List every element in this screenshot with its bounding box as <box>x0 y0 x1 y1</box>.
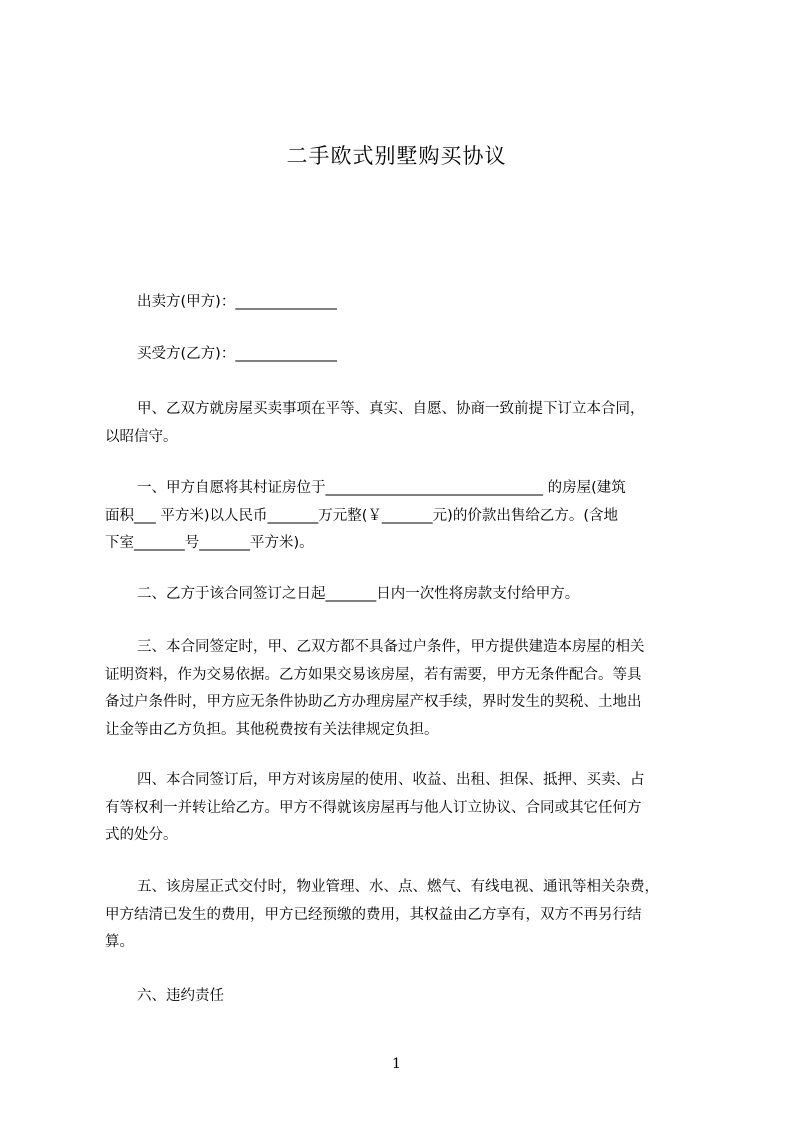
paragraph-line: 有等权利一并转让给乙方。甲方不得就该房屋再与他人订立协议、合同或其它任何方 <box>105 799 642 816</box>
clause-3 <box>105 634 705 744</box>
paragraph-line: 下室_______号_______平方米)。 <box>105 535 314 551</box>
paragraph-line: 算。 <box>105 934 134 950</box>
paragraph-line: 二、乙方于该合同签订之日起_______日内一次性将房款支付给甲方。 <box>137 586 580 602</box>
paragraph-line: 面积___ 平方米)以人民币_______万元整(￥_______元)的价款出售给乙方。(含地 <box>105 507 618 524</box>
paragraph-line: 三、本合同签定时，甲、乙双方都不具备过户条件，甲方提供建造本房屋的相关 <box>137 639 645 655</box>
paragraph-line: 式的处分。 <box>105 827 178 843</box>
paragraph-line: 备过户条件时，甲方应无条件协助乙方办理房屋产权手续，界时发生的契税、土地出 <box>105 694 642 710</box>
seller-line: 出卖方(甲方)：______________ <box>137 294 337 310</box>
paragraph-line: 五、该房屋正式交付时，物业管理、水、点、燃气、有线电视、通讯等相关杂费， <box>137 879 659 895</box>
paragraph-line: 四、本合同签订后，甲方对该房屋的使用、收益、出租、担保、抵押、买卖、占 <box>137 772 645 788</box>
intro-paragraph <box>105 396 705 451</box>
clause-6-heading: 六、违约责任 <box>137 988 224 1004</box>
paragraph-line: 一、甲方自愿将其村证房位于______________________________ 的房屋(建筑 <box>137 480 626 496</box>
paragraph-line: 甲方结清已发生的费用，甲方已经预缴的费用，其权益由乙方享有，双方不再另行结 <box>105 906 642 923</box>
page-number: 1 <box>392 1056 401 1072</box>
paragraph-line: 甲、乙双方就房屋买卖事项在平等、真实、自愿、协商一致前提下订立本合同， <box>137 401 645 417</box>
document-title: 二手欧式别墅购买协议 <box>286 144 507 168</box>
paragraph-line: 让金等由乙方负担。其他税费按有关法律规定负担。 <box>105 721 439 738</box>
paragraph-line: 以昭信守。 <box>105 428 178 445</box>
clause-5 <box>105 874 705 957</box>
paragraph-line: 证明资料，作为交易依据。乙方如果交易该房屋，若有需要，甲方无条件配合。等具 <box>105 666 642 683</box>
clause-2 <box>105 581 705 609</box>
buyer-line: 买受方(乙方)：______________ <box>137 346 337 362</box>
clause-1 <box>105 475 705 558</box>
clause-4 <box>105 767 705 850</box>
